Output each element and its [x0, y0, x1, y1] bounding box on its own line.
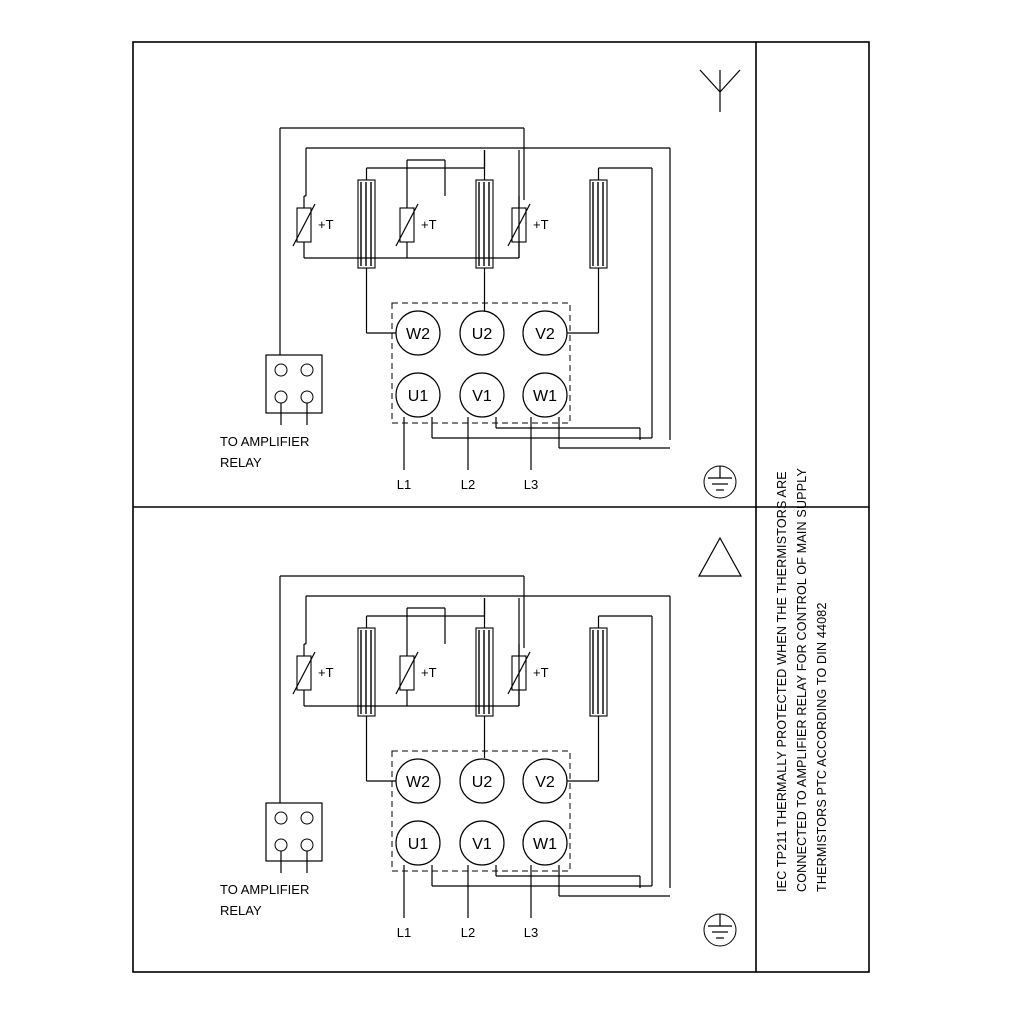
thermistor-3-label-star: +T — [533, 217, 549, 232]
note-line-3: THERMISTORS PTC ACCORDING TO DIN 44082 — [815, 602, 829, 892]
earth-ground-symbol-delta — [704, 914, 736, 946]
thermistor-2-star — [396, 196, 418, 258]
terminal-label-u1-delta: U1 — [407, 836, 429, 853]
note-line-2: CONNECTED TO AMPLIFIER RELAY FOR CONTROL OF MAIN SUPPLY — [795, 467, 809, 892]
terminal-label-v2-delta: V2 — [535, 774, 555, 791]
terminal-label-w2-star: W2 — [406, 326, 430, 343]
note-line-1: IEC TP211 THERMALLY PROTECTED WHEN THE THERMISTORS ARE — [775, 471, 789, 892]
motor-coil-1-star — [358, 168, 375, 310]
delta-symbol — [699, 538, 741, 576]
panel-delta — [220, 538, 741, 946]
thermistor-2-label-delta: +T — [421, 665, 437, 680]
wye-symbol — [700, 70, 740, 112]
terminal-label-w1-delta: W1 — [533, 836, 557, 853]
amplifier-label-line1-star: TO AMPLIFIER — [220, 434, 310, 449]
amplifier-label-line2-star: RELAY — [220, 455, 262, 470]
motor-coil-3-star — [590, 168, 607, 310]
terminal-label-w1-star: W1 — [533, 388, 557, 405]
thermistor-1-delta — [293, 644, 315, 706]
supply-label-l3-star: L3 — [523, 477, 539, 492]
supply-label-l3-delta: L3 — [523, 925, 539, 940]
terminal-label-w2-delta: W2 — [406, 774, 430, 791]
thermistor-1-label-star: +T — [318, 217, 334, 232]
thermistor-1-label-delta: +T — [318, 665, 334, 680]
supply-label-l1-star: L1 — [396, 477, 412, 492]
supply-label-l2-delta: L2 — [460, 925, 476, 940]
supply-label-l1-delta: L1 — [396, 925, 412, 940]
thermistor-2-delta — [396, 644, 418, 706]
amplifier-label-line1-delta: TO AMPLIFIER — [220, 882, 310, 897]
terminal-label-v1-star: V1 — [472, 388, 492, 405]
terminal-label-u2-star: U2 — [471, 326, 493, 343]
amplifier-terminal-block-star — [266, 355, 322, 425]
amplifier-terminal-block-delta — [266, 803, 322, 873]
terminal-label-u2-delta: U2 — [471, 774, 493, 791]
thermistor-1-star — [293, 196, 315, 258]
motor-coil-3-delta — [590, 616, 607, 758]
motor-coil-2-star — [476, 150, 493, 310]
terminal-label-v1-delta: V1 — [472, 836, 492, 853]
notes-block — [775, 468, 829, 892]
motor-coil-2-delta — [476, 598, 493, 758]
terminal-label-v2-star: V2 — [535, 326, 555, 343]
thermistor-2-label-star: +T — [421, 217, 437, 232]
panel-star — [220, 70, 740, 498]
amplifier-label-line2-delta: RELAY — [220, 903, 262, 918]
motor-coil-1-delta — [358, 616, 375, 758]
earth-ground-symbol-star — [704, 466, 736, 498]
supply-label-l2-star: L2 — [460, 477, 476, 492]
thermistor-3-label-delta: +T — [533, 665, 549, 680]
terminal-label-u1-star: U1 — [407, 388, 429, 405]
